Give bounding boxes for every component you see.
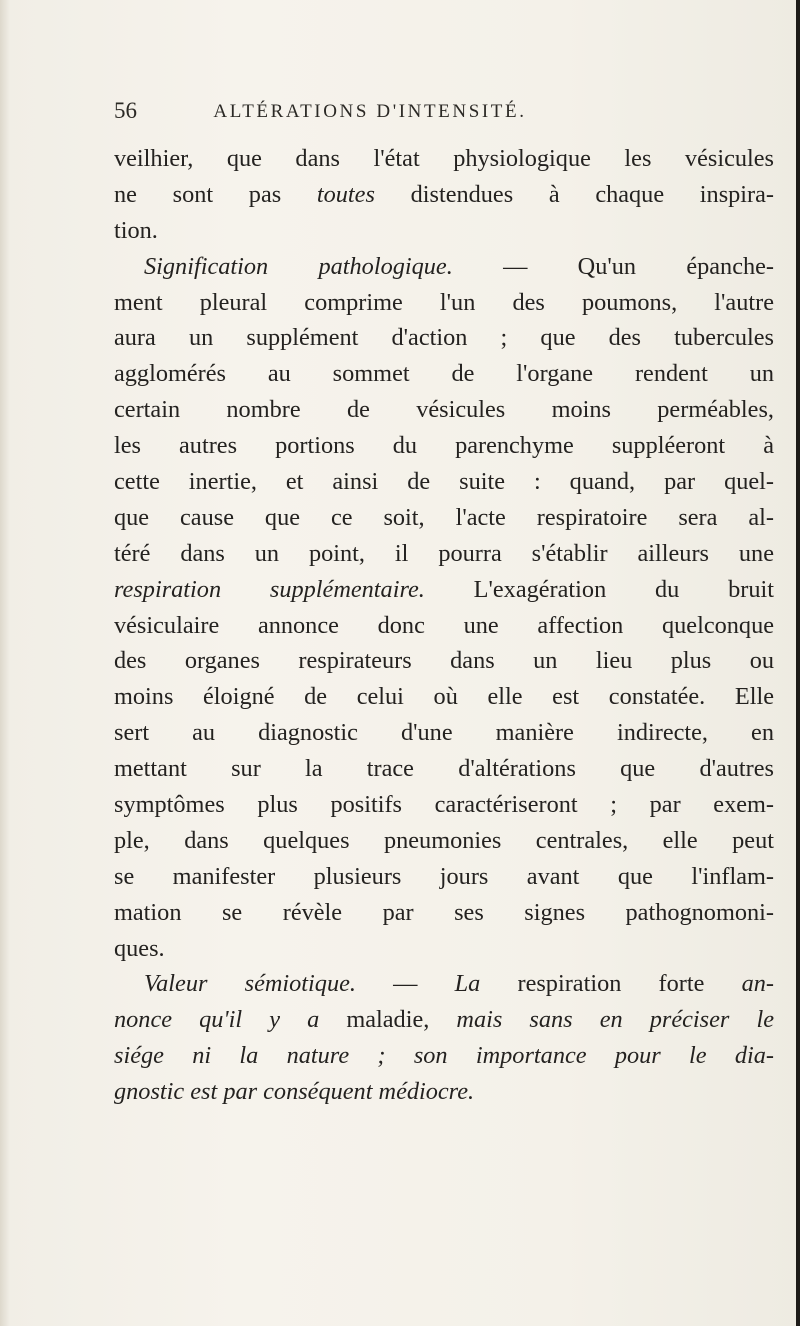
text-line: moins éloigné de celui où elle est constatée. Elle: [114, 683, 774, 711]
text-line: siége ni la nature ; son importance pour le dia-: [114, 1042, 774, 1070]
text-line: des organes respirateurs dans un lieu plus ou: [114, 647, 774, 675]
text-line: tion.: [114, 216, 158, 244]
text-line: respiration supplémentaire. L'exagération du bruit: [114, 575, 774, 603]
text-line: se manifester plusieurs jours avant que l'inflam-: [114, 862, 774, 890]
text-line: Signification pathologique. — Qu'un épanche-: [144, 252, 774, 280]
text-line: ple, dans quelques pneumonies centrales, elle peut: [114, 826, 774, 854]
text-line: certain nombre de vésicules moins perméables,: [114, 396, 774, 424]
page-number: 56: [114, 98, 137, 123]
body-text: [114, 141, 774, 1110]
text-line: mation se révèle par ses signes pathognomoni-: [114, 898, 774, 926]
text-line: Valeur sémiotique. — La respiration forte an-: [144, 970, 774, 998]
text-line: que cause que ce soit, l'acte respiratoire sera al-: [114, 503, 774, 531]
text-line: ques.: [114, 934, 165, 962]
text-line: gnostic est par conséquent médiocre.: [114, 1078, 475, 1106]
text-line: nonce qu'il y a maladie, mais sans en préciser le: [114, 1006, 774, 1034]
page-gutter-shadow: [0, 0, 10, 1326]
running-head: ALTÉRATIONS D'INTENSITÉ.: [213, 101, 527, 122]
text-line: ne sont pas toutes distendues à chaque inspira-: [114, 180, 775, 208]
text-line: symptômes plus positifs caractériseront ; par exem-: [114, 791, 774, 819]
text-line: veilhier, que dans l'état physiologique les vésicules: [114, 145, 774, 172]
text-line: ment pleural comprime l'un des poumons, l'autre: [114, 288, 774, 316]
text-line: vésiculaire annonce donc une affection quelconque: [114, 611, 774, 639]
page-edge: [796, 0, 800, 1326]
text-line: mettant sur la trace d'altérations que d'autres: [114, 755, 774, 783]
text-line: aura un supplément d'action ; que des tubercules: [114, 324, 774, 352]
text-line: agglomérés au sommet de l'organe rendent un: [114, 360, 774, 388]
text-line: téré dans un point, il pourra s'établir ailleurs une: [114, 539, 774, 567]
page-header: [114, 98, 626, 138]
text-line: les autres portions du parenchyme suppléeront à: [114, 432, 774, 460]
text-line: cette inertie, et ainsi de suite : quand, par quel-: [114, 468, 774, 496]
section-heading: Valeur sémiotique.: [144, 970, 356, 998]
text-line: sert au diagnostic d'une manière indirecte, en: [114, 719, 774, 747]
section-heading: Signification pathologique.: [144, 252, 453, 280]
